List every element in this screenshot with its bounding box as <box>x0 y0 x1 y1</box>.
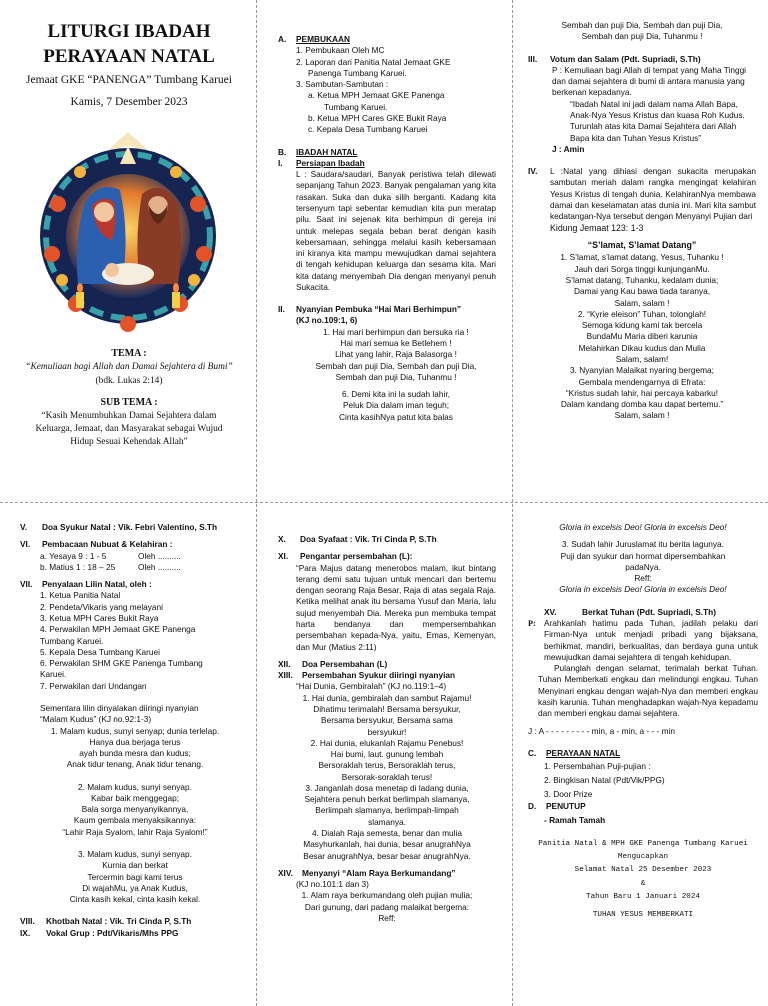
text-line: Bersama bersyukur, Bersama sama <box>321 715 453 726</box>
section-a-title: PEMBUKAAN <box>296 34 350 44</box>
text-line: Dari gunung, dari padang malaikat bergema: <box>304 901 470 912</box>
gloria-refrain-2: Gloria in excelsis Deo! Gloria in excelsis Deo! <box>559 584 727 595</box>
liturgy-panel-3 <box>528 20 756 496</box>
reading-b-passage: b. Matius 1 : 18 – 25 <box>40 561 116 572</box>
persiapan-text: L : Saudara/saudari, Banyak peristiwa telah dilewati sepanjang Tahun 2023. Banyak pengalaman yang kita rasakan. Suka dan duka silih berganti. Kadang kita tersenyum tapi sebentar kemudian kita pun meratap pilu. Saat ini sejenak kita berhimpun di gereja ini untuk melepas segala beban berat dengan kasih kebersamaan, sehingga melalui kasih kebersamaan ini kiranya kita mampu mewujudkan damai sejahtera di tengah kehidupan keluarga dan sesama kita. Mari kita datang menyembah Dia dengan menyanyi penuh Sukacita. <box>296 169 496 292</box>
section-iii-title: Votum dan Salam (Pdt. Supriadi, S.Th) <box>550 53 701 64</box>
berkat-speaker: P: <box>528 618 536 628</box>
subtema-line-2: Keluarga, Jemaat, dan Masyarakat sebagai Wujud <box>35 424 223 434</box>
pembukaan-list <box>278 45 496 135</box>
section-i-heading <box>278 158 496 169</box>
closing-blessing: TUHAN YESUS MEMBERKATI <box>592 911 694 920</box>
section-ix-number: IX. <box>20 927 31 938</box>
berkat-text: Arahkanlah hatimu pada Tuhan, jadilah pelaku dari Firman-Nya untuk menjadi pribadi yang bijaksana, berhikmat, mandiri, berkualitas, dan berdaya guna untuk mewujudkan damai sejahtera di tengah kehidupan. <box>544 617 758 662</box>
list-item: b. Ketua MPH Cares GKE Bukit Raya <box>308 112 447 123</box>
amin-response: J : A - - - - - - - - - min, a - min, a - - - min <box>528 725 676 736</box>
section-a-heading <box>278 34 496 45</box>
song-verse-1 <box>528 252 756 308</box>
service-date: Kamis, 7 Desember 2023 <box>70 96 188 108</box>
text-line: Bala sorga menyanyikannya, <box>81 804 189 815</box>
text-line: Damai yang Kau bawa tiada taranya, <box>573 286 711 297</box>
text-line: S’lamat datang, Tuhanku, kedalam dunia; <box>565 274 719 285</box>
text-line: BundaMu Maria diberi karunia <box>586 331 698 342</box>
section-c-letter: C. <box>528 747 537 758</box>
text-line: Lihat yang lahir, Raja Balasorga ! <box>335 349 457 360</box>
text-line: Sementara lilin dinyalakan diiringi nyanyian <box>40 702 199 713</box>
song-verse-3 <box>528 365 756 421</box>
hai-dunia-verse-1 <box>278 693 496 738</box>
section-xii-heading <box>278 659 496 670</box>
text-line: Panitia Natal & MPH GKE Panenga Tumbang Karuei <box>538 839 748 848</box>
section-v-title: Doa Syukur Natal : Vik. Febri Valentino, S.Th <box>42 522 218 532</box>
title-line-2: PERAYAAN NATAL <box>43 45 215 67</box>
fold-line-right <box>512 0 513 1006</box>
text-line: Gembala mendengarnya di Efrata: <box>578 376 706 387</box>
text-line: Sembah dan puji Dia, Sembah dan puji Dia, <box>561 20 723 30</box>
section-d-title: PENUTUP <box>546 801 586 812</box>
berkat-text-2: Pulanglah dengan selamat, terimalah berkat Tuhan. Tuhan Memberkati engkau dan melindungi engkau. Tuhan Menyinari engkau dengan wajah-Nya dan memberi engkau kasih karunia. Tuhan menghadapkan wajah-Nya kepadamu dan memberi engkau damai sejahtera. <box>538 663 758 719</box>
text-line: 3. Ketua MPH Cares Bukit Raya <box>40 612 159 623</box>
section-vi-number: VI. <box>20 539 31 550</box>
text-line: Sembah dan puji Dia, Tuhanmu ! <box>335 371 457 382</box>
list-item: 1. Pembukaan Oleh MC <box>296 45 385 56</box>
section-d-letter: D. <box>528 801 537 812</box>
section-xii-title: Doa Persembahan (L) <box>302 658 388 669</box>
lilin-intro <box>20 703 250 726</box>
perayaan-list <box>528 759 758 801</box>
reading-b <box>20 562 250 573</box>
section-viii-heading <box>20 916 250 927</box>
reading-a <box>20 551 250 562</box>
text-line: Sembah dan puji Dia, Tuhanmu ! <box>581 31 703 42</box>
text-line: Cinta kasih kekal, cinta kasih kekal. <box>69 894 201 905</box>
text-line: Cinta kasihNya patut kita balas <box>339 411 453 422</box>
text-line: 7. Perwakilan dari Undangan <box>40 680 147 691</box>
text-line: Tercermin bagi kami terus <box>87 871 183 882</box>
liturgy-panel-4 <box>20 522 250 1000</box>
malam-kudus-verse-2 <box>20 782 250 838</box>
section-xiii-title: Persembahan Syukur diiringi nyanyian <box>302 670 456 681</box>
section-vii-number: VII. <box>20 579 33 590</box>
section-vii-title: Penyalaan Lilin Natal, oleh : <box>42 579 152 590</box>
text-line: 4. Perwakilan MPH Jemaat GKE Panenga <box>40 624 196 635</box>
section-vi-heading <box>20 539 250 550</box>
text-line: 1. Hai mari berhimpun dan bersuka ria ! <box>323 326 469 337</box>
xiii-song-reference: “Hai Dunia, Gembiralah” (KJ no.119:1–4) <box>296 681 447 692</box>
song-verse-1 <box>278 327 496 383</box>
church-name: Jemaat GKE “PANENGA” Tumbang Karuei <box>26 74 232 87</box>
reading-b-reader: Oleh .......... <box>138 561 181 572</box>
section-i-title: Persiapan Ibadah <box>296 157 365 168</box>
text-line: Hai mari semua ke Betlehem ! <box>340 338 452 349</box>
song-title: “S’lamat, S’lamat Datang” <box>587 240 697 251</box>
section-viii-number: VIII. <box>20 916 35 927</box>
text-line: Reff: <box>634 573 652 584</box>
title-line-1: LITURGI IBADAH <box>47 21 211 42</box>
candle-list <box>20 590 250 692</box>
malam-kudus-verse-3 <box>20 849 250 905</box>
xiv-reference: (KJ no.101:1 dan 3) <box>296 879 369 890</box>
text-line: 1. Ketua Panitia Natal <box>40 590 121 601</box>
text-line: 3. Door Prize <box>544 789 593 800</box>
section-d-heading <box>528 801 758 812</box>
text-line: Tumbang Karuei. <box>40 635 104 646</box>
text-line: Bersorak-soraklah terus! <box>341 771 433 782</box>
text-line: Dalam kandang domba kau dapat bertemu.” <box>560 399 724 410</box>
section-c-title: PERAYAAN NATAL <box>546 747 621 758</box>
section-xv-number: XV. <box>544 606 557 617</box>
text-line: 4. Dialah Raja semesta, benar dan mulia <box>312 828 462 839</box>
section-iv-block <box>528 166 756 222</box>
section-iii-heading <box>528 54 756 65</box>
section-b-letter: B. <box>278 146 287 157</box>
gloria-refrain-1: Gloria in excelsis Deo! Gloria in excelsis Deo! <box>559 522 727 532</box>
text-line: ayah bunda mesra dan kudus; <box>79 748 191 759</box>
alam-raya-verse-1 <box>278 890 496 924</box>
text-line: Peluk Dia dalam iman teguh; <box>342 400 450 411</box>
votum-text: P : Kemuliaan bagi Allah di tempat yang Maha Tinggi dan damai sejahtera di bumi di antara manusia yang berkenan kepadanya. <box>552 64 747 98</box>
section-x-number: X. <box>278 534 286 544</box>
salam-text: “Ibadah Natal ini jadi dalam nama Allah Bapa, Anak-Nya Yesus Kristus dan kuasa Roh Kudus. Turunlah atas kita Damai Sejahtera dari Allah Bapa kita dan Tuhan Yesus Kristus” <box>570 98 745 143</box>
nativity-image <box>38 124 218 342</box>
section-xv-heading <box>528 607 758 618</box>
reading-a-reader: Oleh .......... <box>138 550 181 561</box>
text-line: Kaum gembala menyaksikannya: <box>73 815 197 826</box>
text-line: bersyukur! <box>367 726 407 737</box>
text-line: “Malam Kudus” (KJ no.92:1-3) <box>40 714 152 725</box>
section-iv-number: IV. <box>528 166 538 177</box>
liturgy-panel-2 <box>278 34 496 496</box>
alam-raya-verse-3 <box>528 539 758 584</box>
text-line: slamanya. <box>368 816 406 827</box>
section-c-heading <box>528 748 758 759</box>
section-x-heading <box>278 534 496 545</box>
song-continuation <box>528 20 756 43</box>
liturgy-panel-6 <box>528 522 758 1000</box>
text-line: Hai bumi, laut. gunung lembah <box>330 749 444 760</box>
section-xiv-number: XIV. <box>278 867 293 878</box>
section-xiv-title: Menyanyi “Alam Raya Berkumandang” <box>302 867 456 878</box>
section-iv-text: L :Natal yang dihiasi dengan sukacita merupakan sambutan meriah dalam rangka mengingat kelahiran Yesus Kristus di tengah dunia. KelahiranNya membawa damai dan keselamatan atas dunia ini. Mari kita sambut kedatangan-Nya tersebut dengan Menyanyi Pujian dari <box>550 166 756 222</box>
text-line: 2. “Kyrie eleison” Tuhan, tolonglah! <box>577 308 707 319</box>
text-line: 3. Sudah lahir Juruslamat itu berita lagunya. <box>562 539 724 550</box>
text-line: 1. Malam kudus, sunyi senyap; dunia terlelap. <box>50 725 220 736</box>
nativity-illustration <box>38 124 218 342</box>
closing-greeting <box>528 838 758 904</box>
fold-line-left <box>256 0 257 1006</box>
section-b-heading <box>278 147 496 158</box>
section-a-letter: A. <box>278 34 287 44</box>
text-line: Reff: <box>378 913 396 923</box>
text-line: Semoga kidung kami tak bercela <box>581 320 703 331</box>
song-verse-6 <box>278 389 496 423</box>
text-line: Salam, salam ! <box>614 410 670 421</box>
list-item: a. Ketua MPH Jemaat GKE Panenga <box>308 90 445 101</box>
text-line: 6. Perwakilan SHM GKE Panenga Tumbang <box>40 658 203 669</box>
section-ix-title: Vokal Grup : Pdt/Vikaris/Mhs PPG <box>46 927 179 938</box>
hai-dunia-verse-4 <box>278 828 496 862</box>
kidung-reference: Kidung Jemaat 123: 1-3 <box>550 222 644 233</box>
text-line: Masyhurkanlah, hai dunia, besar anugrahNya <box>303 839 471 850</box>
text-line: Mengucapkan <box>617 853 669 861</box>
section-xi-heading <box>278 551 496 562</box>
ramah-tamah-item: - Ramah Tamah <box>544 814 606 825</box>
text-line: Berlimpah slamanya, berlimpah-limpah <box>315 805 459 816</box>
text-line: 1. Persembahan Puji-pujian : <box>544 761 651 772</box>
text-line: Tahun Baru 1 Januari 2024 <box>586 892 700 901</box>
text-line: padaNya. <box>625 561 661 572</box>
text-line: Sejahtera penuh berkat berlimpah slamanya, <box>304 794 470 805</box>
list-item: c. Kepala Desa Tumbang Karuei <box>308 124 428 135</box>
tema-reference: (bdk. Lukas 2:14) <box>95 376 163 386</box>
text-line: 3. Malam kudus, sunyi senyap. <box>78 849 192 860</box>
section-ii-number: II. <box>278 304 285 315</box>
liturgy-panel-5 <box>278 534 496 1000</box>
section-vi-title: Pembacaan Nubuat & Kelahiran : <box>42 539 173 550</box>
text-line: 2. Malam kudus, sunyi senyap. <box>78 781 192 792</box>
pengantar-text: “Para Majus datang menerobos malam, ikut bintang terang demi satu tujuan untuk mencari dan bertemu dengan seorang Raja Besar, Raja di atas segala Raja. Ketika melihat anak itu bersama Yusuf dan Maria, lalu sujud menyembah Dia. Mereka pun membuka tempat harta bendanya dan mempersembahkan persembahan kepada-Nya, yaitu, Emas, Kemenyan, dan Mur (Matius 2:11) <box>296 562 496 652</box>
text-line: “Lahir Raja Syalom, lahir Raja Syalom!” <box>62 826 208 837</box>
berkat-block <box>528 618 758 663</box>
text-line: Dihatimu terimalah! Bersama bersyukur, <box>313 703 461 714</box>
tema-label: TEMA : <box>111 348 147 359</box>
amin-response: J : Amin <box>552 143 585 154</box>
section-ii-reference: (KJ no.109:1, 6) <box>296 315 358 326</box>
list-item: 3. Sambutan-Sambutan : <box>296 79 389 90</box>
text-line: Kurnia dan berkat <box>102 860 168 871</box>
subtema-line-3: Hidup Sesuai Kehendak Allah” <box>70 437 188 447</box>
text-line: 2. Pendeta/Vikaris yang melayani <box>40 601 163 612</box>
text-line: Anak tidur tenang, Anak tidur tenang. <box>66 759 204 770</box>
section-ii-heading <box>278 304 496 315</box>
section-x-title: Doa Syafaat : Vik. Tri Cinda P, S.Th <box>300 534 437 544</box>
section-xiv-heading <box>278 868 496 879</box>
section-b-title: IBADAH NATAL <box>296 146 358 157</box>
list-item: 2. Laporan dari Panitia Natal Jemaat GKE <box>296 56 451 67</box>
text-line: 2. Bingkisan Natal (Pdt/Vik/PPG) <box>544 775 665 786</box>
text-line: Kabar baik menggegap; <box>90 792 180 803</box>
section-xv-title: Berkat Tuhan (Pdt. Supriadi, S.Th) <box>582 606 716 617</box>
song-verse-2 <box>528 309 756 365</box>
text-line: “Kristus sudah lahir, hai percaya kabarku! <box>565 387 719 398</box>
section-viii-title: Khotbah Natal : Vik. Tri Cinda P, S.Th <box>46 916 192 927</box>
malam-kudus-verse-1 <box>20 726 250 771</box>
text-line: 2. Hai dunia, elukanlah Rajamu Penebus! <box>310 737 464 748</box>
cut-line-middle <box>0 502 768 503</box>
text-line: Di wajahMu, ya Anak Kudus, <box>82 882 188 893</box>
section-i-number: I. <box>278 157 283 168</box>
text-line: 3. Nyanyian Malaikat nyaring bergema; <box>570 365 714 376</box>
text-line: 1. Hai dunia, gembiralah dan sambut Rajamu! <box>302 692 472 703</box>
section-vii-heading <box>20 579 250 590</box>
text-line: 6. Demi kita ini la sudah lahir, <box>342 389 450 400</box>
section-xi-title: Pengantar persembahan (L): <box>300 551 413 562</box>
text-line: Selamat Natal 25 Desember 2023 <box>574 866 712 875</box>
section-xiii-heading <box>278 670 496 681</box>
section-xii-number: XII. <box>278 658 291 669</box>
section-v-heading <box>20 522 250 533</box>
section-ix-heading <box>20 928 250 939</box>
text-line: Bersoraklah terus, Bersoraklah terus, <box>318 760 456 771</box>
text-line: Karuei. <box>40 669 67 680</box>
text-line: 1. S’lamat, s’lamat datang, Yesus, Tuhanku ! <box>560 252 724 263</box>
list-item: Tumbang Karuei. <box>324 101 388 112</box>
section-xi-number: XI. <box>278 551 289 562</box>
text-line: Sembah dan puji Dia, Sembah dan puji Dia, <box>315 360 477 371</box>
hai-dunia-verse-2 <box>278 738 496 783</box>
text-line: 3. Janganlah dosa menetap di ladang dunia, <box>305 782 469 793</box>
text-line: Puji dan syukur dan hormat dipersembahkan <box>560 550 726 561</box>
list-item: Panenga Tumbang Karuei. <box>308 67 407 78</box>
text-line: Besar anugrahNya, besar besar anugrahNya. <box>303 850 471 861</box>
cover-panel <box>14 20 244 490</box>
text-line: & <box>640 879 646 888</box>
section-iii-number: III. <box>528 53 538 64</box>
text-line: Jauh dari Sorga tinggi kunjunganMu. <box>574 263 710 274</box>
text-line: Hanya dua berjaga terus <box>89 736 181 747</box>
reading-a-passage: a. Yesaya 9 : 1 - 5 <box>40 550 107 561</box>
section-v-number: V. <box>20 522 28 532</box>
subtema-line-1: “Kasih Menumbuhkan Damai Sejahtera dalam <box>41 411 217 421</box>
tema-text: “Kemuliaan bagi Allah dan Damai Sejahtera di Bumi” <box>25 362 233 372</box>
subtema-label: SUB TEMA : <box>100 397 158 408</box>
text-line: Salam, salam! <box>615 353 669 364</box>
hai-dunia-verse-3 <box>278 783 496 828</box>
text-line: 1. Alam raya berkumandang oleh pujian mulia; <box>301 890 473 901</box>
text-line: Melahirkan Dikau kudus dan Mulia <box>578 342 706 353</box>
text-line: Salam, salam ! <box>614 297 670 308</box>
section-ii-title: Nyanyian Pembuka “Hai Mari Berhimpun” <box>296 304 462 315</box>
section-xiii-number: XIII. <box>278 670 293 681</box>
text-line: 5. Kepala Desa Tumbang Karuei <box>40 646 160 657</box>
